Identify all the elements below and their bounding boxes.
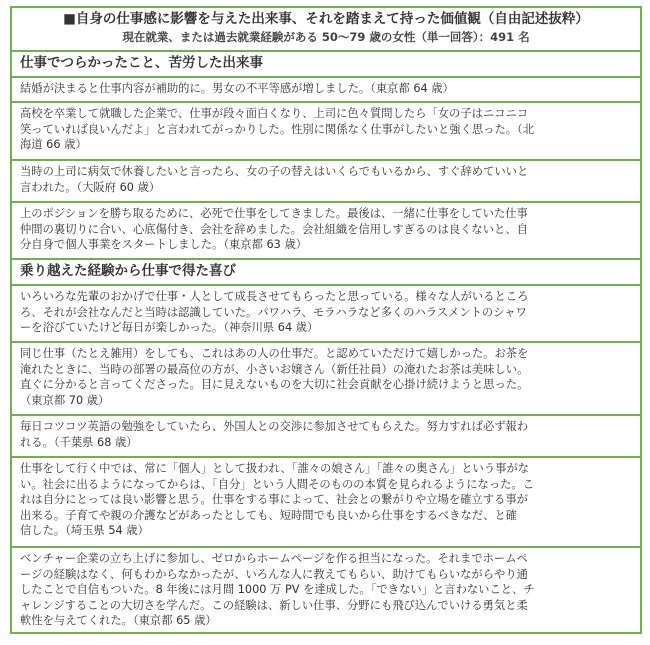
section-heading-joys: 乗り越えた経験から仕事で得た喜び: [12, 260, 640, 286]
table-subtitle: 現在就業、または過去就業経験がある 50〜79 歳の女性（単一回答）：491 名: [122, 30, 530, 44]
section-heading-hardships: 仕事でつらかったこと、苦労した出来事: [12, 52, 640, 78]
quote-item: 仕事をして行く中では、常に「個人」として扱われ、「誰々の娘さん」「誰々の奥さん」という事がな い。社会に出るようになってからは、「自分」という人間そのものの本質を見られるようになった。こ れは自分にとっては良い影響と思う。仕事をする事によって、社会との繋がりや立場を確立する事が 出来る。子育てや親の介護などがあったとしても、短時間でも良いから仕事をするべきなだ、と確 信した。（埼玉県 54 歳）: [12, 458, 640, 548]
table-header: [12, 8, 640, 52]
quote-item: 高校を卒業して就職した企業で、仕事が段々面白くなり、上司に色々質問したら「女の子はニコニコ 笑っていれば良いんだよ」と言われてがっかりした。性別に関係なく仕事がしたいと強く思った。（北 海道 66 歳）: [12, 103, 640, 161]
table-title: ■自身の仕事感に影響を与えた出来事、それを踏まえて持った価値観（自由記述抜粋）: [63, 11, 589, 27]
quote-item: 上のポジションを勝ち取るために、必死で仕事をしてきました。最後は、一緒に仕事をしていた仕事 仲間の裏切りに合い、心底傷付き、会社を辞めました。会社組織を信用しすぎるのは良くないと、自 分自身で個人事業をスタートしました。（東京都 63 歳）: [12, 203, 640, 260]
quote-item: 同じ仕事（たとえ雑用）をしても、これはあの人の仕事だ。と認めていただけて嬉しかった。お茶を 淹れたときに、当時の部署の最高位の方が、小さいお嬢さん（新任社員）の淹れたお茶は美味しい。 直ぐに分かると言ってくださった。目に見えないものを大切に社会貢献を心掛け続けようと思った。 （東京都 70 歳）: [12, 343, 640, 416]
survey-quote-table: [10, 6, 642, 634]
quote-item: 結婚が決まると仕事内容が補助的に。男女の不平等感が増しました。（東京都 64 歳）: [12, 78, 640, 103]
quote-item: 当時の上司に病気で休養したいと言ったら、女の子の替えはいくらでもいるから、すぐ辞めていいと 言われた。（大阪府 60 歳）: [12, 161, 640, 203]
quote-item: いろいろな先輩のおかげで仕事・人として成長させてもらったと思っている。様々な人がいるところ ろ、それが会社なんだと当時は認識していた。パワハラ、モラハラなど多くのハラスメントのシャワ ーを浴びていたけど毎日が楽しかった。（神奈川県 64 歳）: [12, 286, 640, 343]
quote-item: 毎日コツコツ英語の勉強をしていたら、外国人との交渉に参加させてもらえた。努力すれば必ず報わ れる。（千葉県 68 歳）: [12, 416, 640, 458]
quote-item: ベンチャー企業の立ち上げに参加し、ゼロからホームページを作る担当になった。それまでホームペ ージの経験はなく、何もわからなかったが、いろんな人に教えてもらい、助けてもらいながらやり通 したことで自信もついた。8 年後には月間 1000 万 PV を達成した。「できない」と言わないこと、チ ャレンジすることの大切さを学んだ。この経験は、新しい仕事、分野にも飛び込んでいける勇気と柔 軟性を与えてくれた。（東京都 65 歳）: [20, 552, 535, 628]
